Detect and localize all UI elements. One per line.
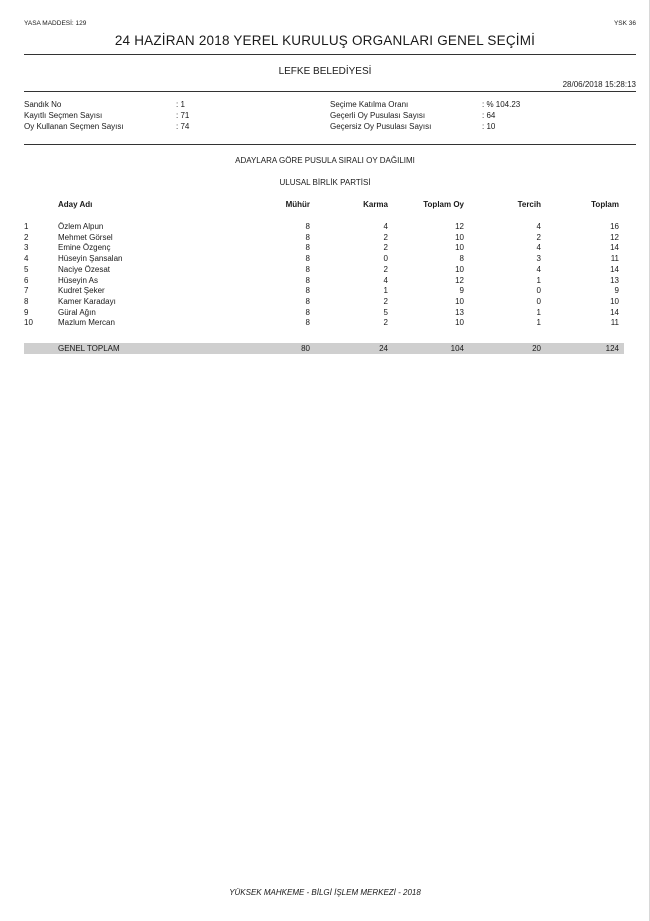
- cell-toplam: 11: [610, 318, 619, 328]
- cell-karma: 2: [383, 296, 388, 306]
- cell-toplam: 14: [610, 243, 619, 253]
- cell-toplam-oy: 12: [455, 222, 464, 231]
- cell-tercih: 4: [536, 222, 541, 231]
- summary-label: Geçerli Oy Pusulası Sayısı: [330, 111, 426, 120]
- table-row: [24, 276, 624, 287]
- report-datetime: 28/06/2018 15:28:13: [562, 80, 636, 89]
- cell-karma: 0: [383, 254, 388, 264]
- cell-tercih: 1: [536, 307, 541, 317]
- cell-muhur: 8: [305, 307, 310, 317]
- row-number: 5: [24, 264, 29, 274]
- table-row: [24, 308, 624, 319]
- row-number: 6: [24, 275, 29, 285]
- summary-top-divider: [24, 91, 636, 92]
- cell-toplam: 16: [610, 222, 619, 231]
- column-header-toplam-oy: Toplam Oy: [423, 200, 464, 209]
- cell-toplam-oy: 10: [455, 243, 464, 253]
- total-label: GENEL TOPLAM: [58, 344, 120, 353]
- cell-toplam: 12: [610, 232, 619, 242]
- candidate-name: Hüseyin Şansalan: [58, 254, 123, 264]
- cell-muhur: 8: [305, 318, 310, 328]
- law-reference: YASA MADDESİ: 129: [24, 20, 87, 27]
- table-row: [24, 243, 624, 254]
- summary-value: : 1: [176, 100, 185, 109]
- candidate-name: Hüseyin As: [58, 275, 99, 285]
- cell-karma: 2: [383, 243, 388, 253]
- party-name: ULUSAL BİRLİK PARTİSİ: [279, 178, 371, 187]
- cell-tercih: 0: [536, 286, 541, 296]
- summary-label: Kayıtlı Seçmen Sayısı: [24, 111, 103, 120]
- row-number: 9: [24, 307, 29, 317]
- candidate-name: Güral Ağın: [58, 307, 96, 317]
- table-row: [24, 254, 624, 265]
- cell-tercih: 0: [536, 296, 541, 306]
- column-header-muhur: Mühür: [285, 200, 310, 209]
- cell-karma: 5: [383, 307, 388, 317]
- cell-toplam: 9: [614, 286, 619, 296]
- summary-value: : 71: [176, 111, 190, 120]
- cell-tercih: 1: [536, 275, 541, 285]
- cell-karma: 2: [383, 318, 388, 328]
- row-number: 8: [24, 296, 29, 306]
- cell-tercih: 4: [536, 264, 541, 274]
- cell-tercih: 4: [536, 243, 541, 253]
- cell-karma: 2: [383, 232, 388, 242]
- summary-value: : 10: [482, 122, 496, 131]
- section-title: ADAYLARA GÖRE PUSULA SIRALI OY DAĞILIMI: [235, 156, 415, 165]
- column-header-karma: Karma: [363, 200, 388, 209]
- total-toplam: 124: [605, 344, 619, 353]
- cell-toplam: 10: [610, 296, 619, 306]
- cell-muhur: 8: [305, 254, 310, 264]
- row-number: 3: [24, 243, 29, 253]
- cell-muhur: 8: [305, 296, 310, 306]
- column-header-toplam: Toplam: [591, 200, 619, 209]
- total-row: [24, 343, 624, 354]
- total-muhur: 80: [301, 344, 310, 353]
- cell-toplam-oy: 13: [455, 307, 464, 317]
- row-number: 10: [24, 318, 33, 328]
- table-row: [24, 222, 624, 233]
- summary-label: Sandık No: [24, 100, 62, 109]
- cell-karma: 1: [383, 286, 388, 296]
- table-row: [24, 286, 624, 297]
- cell-muhur: 8: [305, 222, 310, 231]
- cell-toplam-oy: 10: [455, 232, 464, 242]
- municipality-title: LEFKE BELEDİYESİ: [278, 66, 372, 77]
- cell-muhur: 8: [305, 275, 310, 285]
- total-tercih: 20: [532, 344, 541, 353]
- cell-karma: 2: [383, 264, 388, 274]
- cell-muhur: 8: [305, 243, 310, 253]
- summary-value: : % 104.23: [482, 100, 521, 109]
- row-number: 2: [24, 232, 29, 242]
- page-footer: YÜKSEK MAHKEME - BİLGİ İŞLEM MERKEZİ - 2018: [229, 888, 421, 897]
- cell-toplam-oy: 12: [455, 275, 464, 285]
- row-number: 1: [24, 222, 29, 231]
- column-header-tercih: Tercih: [517, 200, 541, 209]
- cell-toplam-oy: 10: [455, 264, 464, 274]
- table-row: [24, 265, 624, 276]
- summary-bottom-divider: [24, 144, 636, 145]
- cell-toplam: 11: [610, 254, 619, 264]
- table-row: [24, 233, 624, 244]
- header-divider: [24, 54, 636, 55]
- cell-tercih: 2: [536, 232, 541, 242]
- candidate-name: Mehmet Görsel: [58, 232, 113, 242]
- candidate-name: Kudret Şeker: [58, 286, 105, 296]
- summary-value: : 74: [176, 122, 190, 131]
- form-code: YSK 36: [613, 20, 636, 27]
- cell-muhur: 8: [305, 264, 310, 274]
- cell-tercih: 1: [536, 318, 541, 328]
- cell-toplam-oy: 10: [455, 296, 464, 306]
- total-karma: 24: [379, 344, 388, 353]
- table-row: [24, 318, 624, 329]
- summary-label: Geçersiz Oy Pusulası Sayısı: [330, 122, 432, 131]
- cell-toplam-oy: 9: [459, 286, 464, 296]
- candidate-name: Emine Özgenç: [58, 243, 111, 253]
- table-row: [24, 297, 624, 308]
- cell-toplam-oy: 10: [455, 318, 464, 328]
- candidate-name: Naciye Özesat: [58, 264, 111, 274]
- cell-toplam: 14: [610, 307, 619, 317]
- cell-muhur: 8: [305, 286, 310, 296]
- cell-toplam: 14: [610, 264, 619, 274]
- cell-toplam: 13: [610, 275, 619, 285]
- page-title: 24 HAZİRAN 2018 YEREL KURULUŞ ORGANLARI GENEL SEÇİMİ: [114, 33, 536, 48]
- summary-value: : 64: [482, 111, 496, 120]
- cell-karma: 4: [383, 222, 388, 231]
- total-toplam-oy: 104: [450, 344, 464, 353]
- summary-label: Oy Kullanan Seçmen Sayısı: [24, 122, 124, 131]
- row-number: 4: [24, 254, 29, 264]
- summary-label: Seçime Katılma Oranı: [330, 100, 409, 109]
- cell-toplam-oy: 8: [459, 254, 464, 264]
- candidate-name: Özlem Alpun: [58, 222, 104, 231]
- column-header-name: Aday Adı: [58, 200, 93, 209]
- row-number: 7: [24, 286, 29, 296]
- candidate-name: Kamer Karadayı: [58, 296, 116, 306]
- cell-muhur: 8: [305, 232, 310, 242]
- candidate-name: Mazlum Mercan: [58, 318, 115, 328]
- cell-karma: 4: [383, 275, 388, 285]
- cell-tercih: 3: [536, 254, 541, 264]
